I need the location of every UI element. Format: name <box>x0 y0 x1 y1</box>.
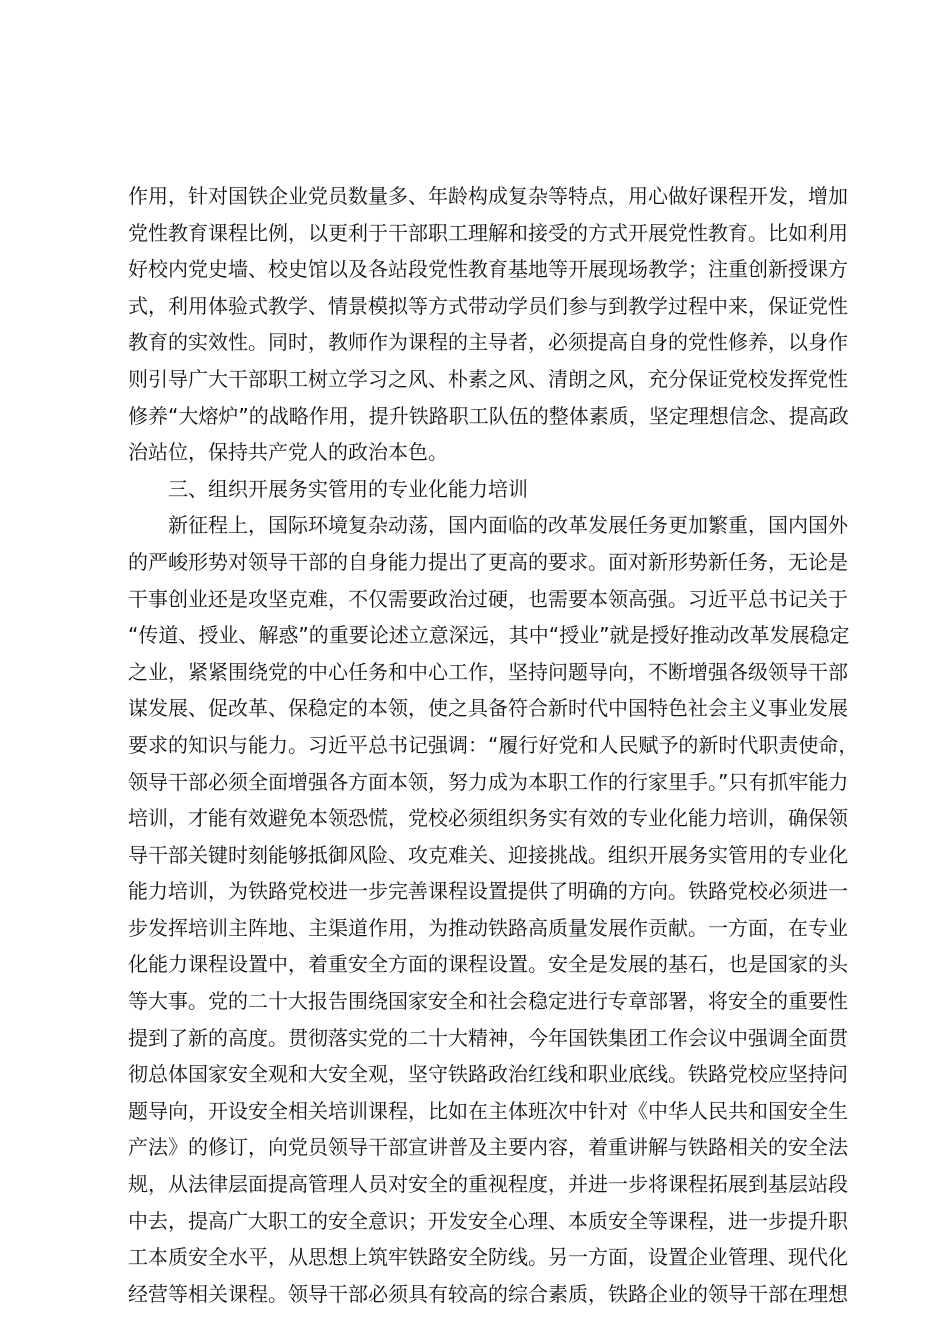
text-line: 经营等相关课程。领导干部必须具有较高的综合素质，铁路企业的领导干部在理想 <box>128 1281 848 1306</box>
text-line: 治站位，保持共产党人的政治本色。 <box>128 440 448 465</box>
text-line: 党性教育课程比例，以更利于干部职工理解和接受的方式开展党性教育。比如利用 <box>128 220 848 245</box>
text-line: 中去，提高广大职工的安全意识；开发安全心理、本质安全等课程，进一步提升职 <box>128 1208 848 1233</box>
paragraph-party-education <box>128 178 849 471</box>
section-heading-text: 三、组织开展务实管用的专业化能力培训 <box>168 476 528 501</box>
text-line: 培训，才能有效避免本领恐慌，党校必须组织务实有效的专业化能力培训，确保领 <box>128 806 848 831</box>
paragraph-capability-training <box>128 507 859 1312</box>
text-line: 提到了新的高度。贯彻落实党的二十大精神，今年国铁集团工作会议中强调全面贯 <box>128 1025 848 1050</box>
text-line: 题导向，开设安全相关培训课程，比如在主体班次中针对《中华人民共和国安全生 <box>128 1098 848 1123</box>
text-line: “传道、授业、解惑”的重要论述立意深远，其中“授业”就是授好推动改革发展稳定 <box>128 623 850 648</box>
text-line: 修养“大熔炉”的战略作用，提升铁路职工队伍的整体素质，坚定理想信念、提高政 <box>128 403 849 428</box>
text-line: 好校内党史墙、校史馆以及各站段党性教育基地等开展现场教学；注重创新授课方 <box>128 257 848 282</box>
text-line: 彻总体国家安全观和大安全观，坚守铁路政治红线和职业底线。铁路党校应坚持问 <box>128 1062 848 1087</box>
text-line: 式，利用体验式教学、情景模拟等方式带动学员们参与到教学过程中来，保证党性 <box>128 293 848 318</box>
text-line: 导干部关键时刻能够抵御风险、攻克难关、迎接挑战。组织开展务实管用的专业化 <box>128 842 848 867</box>
text-line: 产法》的修订，向党员领导干部宣讲普及主要内容，着重讲解与铁路相关的安全法 <box>128 1135 848 1160</box>
text-line: 的严峻形势对领导干部的自身能力提出了更高的要求。面对新形势新任务，无论是 <box>128 549 848 574</box>
text-line: 作用，针对国铁企业党员数量多、年龄构成复杂等特点，用心做好课程开发，增加 <box>128 184 848 208</box>
text-line: 工本质安全水平，从思想上筑牢铁路安全防线。另一方面，设置企业管理、现代化 <box>128 1245 848 1270</box>
text-line: 谋发展、促改革、保稳定的本领，使之具备符合新时代中国特色社会主义事业发展 <box>128 696 848 721</box>
text-line: 化能力课程设置中，着重安全方面的课程设置。安全是发展的基石，也是国家的头 <box>128 952 848 977</box>
text-line: 干事创业还是攻坚克难，不仅需要政治过硬，也需要本领高强。习近平总书记关于 <box>128 586 848 611</box>
section-heading <box>128 471 832 508</box>
document-page <box>128 178 859 1312</box>
text-line: 新征程上，国际环境复杂动荡，国内面临的改革发展任务更加繁重，国内国外 <box>168 513 848 538</box>
text-line: 要求的知识与能力。习近平总书记强调：“履行好党和人民赋予的新时代职责使命， <box>128 732 859 757</box>
text-line: 步发挥培训主阵地、主渠道作用，为推动铁路高质量发展作贡献。一方面，在专业 <box>128 915 848 940</box>
text-line: 领导干部必须全面增强各方面本领，努力成为本职工作的行家里手。”只有抓牢能力 <box>128 769 849 794</box>
text-line: 规，从法律层面提高管理人员对安全的重视程度，并进一步将课程拓展到基层站段 <box>128 1172 848 1197</box>
text-line: 能力培训，为铁路党校进一步完善课程设置提供了明确的方向。铁路党校必须进一 <box>128 879 848 904</box>
text-line: 教育的实效性。同时，教师作为课程的主导者，必须提高自身的党性修养，以身作 <box>128 330 848 355</box>
text-line: 之业，紧紧围绕党的中心任务和中心工作，坚持问题导向，不断增强各级领导干部 <box>128 659 848 684</box>
text-line: 则引导广大干部职工树立学习之风、朴素之风、清朗之风，充分保证党校发挥党性 <box>128 366 848 391</box>
text-line: 等大事。党的二十大报告围绕国家安全和社会稳定进行专章部署，将安全的重要性 <box>128 989 848 1014</box>
